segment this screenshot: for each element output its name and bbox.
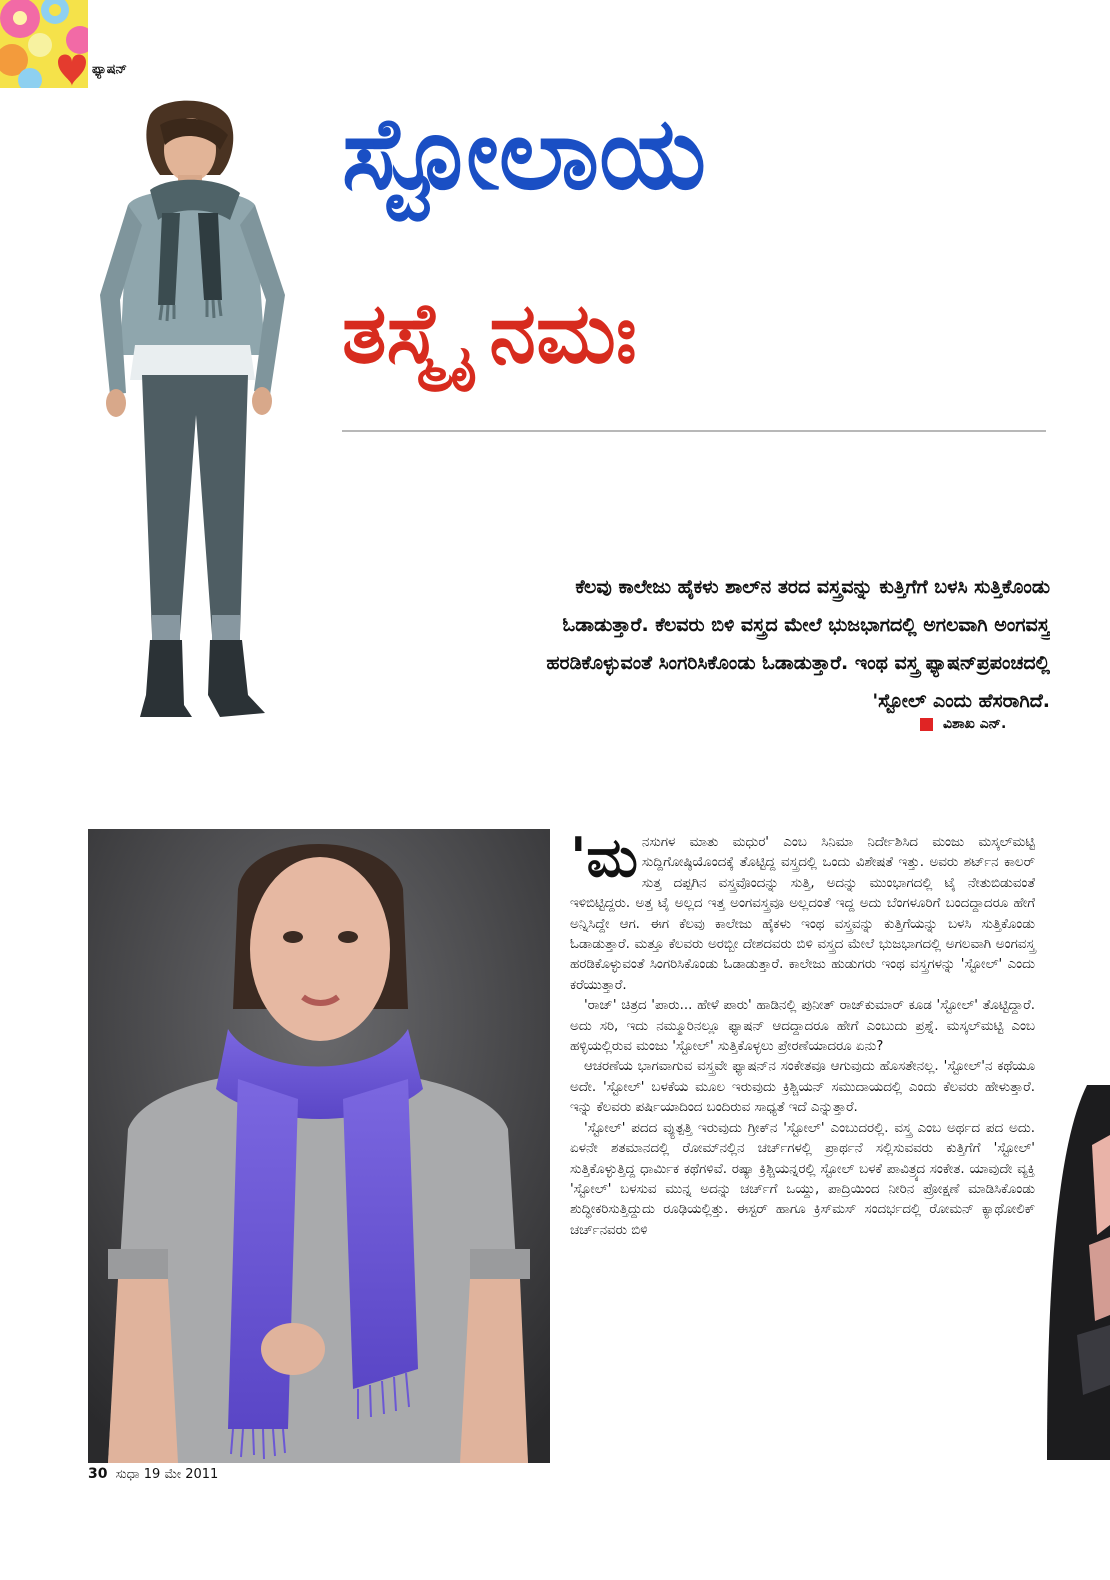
publication-info: ಸುಧಾ 19 ಮೇ 2011	[115, 1467, 219, 1482]
intro-line: ಕೆಲವು ಕಾಲೇಜು ಹೈಕಳು ಶಾಲ್‌ನ ತರದ ವಸ್ತ್ರವನ್ನು ಕುತ್ತಿಗೆಗೆ ಬಳಸಿ ಸುತ್ತಿಕೊಂಡು	[575, 576, 1050, 598]
male-model-image	[80, 95, 310, 735]
paragraph-text: ನಸುಗಳ ಮಾತು ಮಧುರ' ಎಂಬ ಸಿನಿಮಾ ನಿರ್ದೇಶಿಸಿದ ಮಂಜು ಮಸ್ಕಲ್‌ಮಟ್ಟಿ ಸುದ್ದಿಗೋಷ್ಠಿಯೊಂದಕ್ಕೆ ತೊಟ್ಟಿದ್ದ ವಸ್ತ್ರದಲ್ಲಿ ಒಂದು ವಿಶೇಷತೆ ಇತ್ತು. ಅವರು ಶರ್ಟ್‌ನ ಕಾಲರ್ ಸುತ್ತ ದಪ್ಪಗಿನ ವಸ್ತ್ರವೊಂದನ್ನು ಸುತ್ತಿ, ಅದನ್ನು ಮುಂಭಾಗದಲ್ಲಿ ಟೈ ನೇತುಬಿಡುವಂತೆ ಇಳಿಬಿಟ್ಟಿದ್ದರು. ಅತ್ತ ಟೈ ಅಲ್ಲದ ಇತ್ತ ಅಂಗವಸ್ತ್ರವೂ ಅಲ್ಲದಂತೆ ಇದ್ದ ಅದು ಬೆಂಗಳೂರಿಗೆ ಬಂದದ್ದಾದರೂ ಹೇಗೆ ಅನ್ನಿಸಿದ್ದೇ ಆಗ. ಈಗ ಕೆಲವು ಕಾಲೇಜು ಹೈಕಳು ಇಂಥ ವಸ್ತ್ರವನ್ನು ಕುತ್ತಿಗೆಯನ್ನು ಬಳಸಿ ಸುತ್ತಿಕೊಂಡು ಓಡಾಡುತ್ತಾರೆ. ಮತ್ತೂ ಕೆಲವರು ಅರಬ್ಬೀ ದೇಶದವರು ಬಿಳಿ ವಸ್ತ್ರದ ಮೇಲೆ ಭುಜಭಾಗದಲ್ಲಿ ಅಗಲವಾಗಿ ಅಂಗವಸ್ತ್ರ ಹರಡಿಕೊಳ್ಳುವಂತೆ ಸಿಂಗರಿಸಿಕೊಂಡು ಓಡಾಡುತ್ತಾರೆ. ಕಾಲೇಜು ಹುಡುಗರು ಇಂಥ ವಸ್ತ್ರಗಳನ್ನು 'ಸ್ಟೋಲ್' ಎಂದು ಕರೆಯುತ್ತಾರೆ.	[570, 835, 1035, 993]
cropped-edge-photo	[1047, 1085, 1110, 1460]
author-byline	[920, 716, 1006, 732]
page-footer	[88, 1466, 218, 1482]
section-label: ಫ್ಯಾಷನ್	[92, 62, 127, 77]
page-number: 30	[88, 1466, 108, 1482]
dropcap: 'ಮ	[570, 826, 638, 889]
article-body	[570, 826, 1035, 1241]
intro-line: ಓಡಾಡುತ್ತಾರೆ. ಕೆಲವರು ಬಿಳಿ ವಸ್ತ್ರದ ಮೇಲೆ ಭುಜಭಾಗದಲ್ಲಿ ಅಗಲವಾಗಿ ಅಂಗವಸ್ತ್ರ	[562, 614, 1050, 636]
article-paragraph: ಆಚರಣೆಯ ಭಾಗವಾಗುವ ವಸ್ತ್ರವೇ ಫ್ಯಾಷನ್‌ನ ಸಂಕೇತವೂ ಆಗುವುದು ಹೊಸತೇನಲ್ಲ. 'ಸ್ಟೋಲ್'ನ ಕಥೆಯೂ ಅದೇ. 'ಸ್ಟೋಲ್' ಬಳಕೆಯ ಮೂಲ ಇರುವುದು ಕ್ರಿಶ್ಚಿಯನ್ ಸಮುದಾಯದಲ್ಲಿ ಎಂದು ಕೆಲವರು ಹೇಳುತ್ತಾರೆ. ಇನ್ನು ಕೆಲವರು ಪರ್ಷಿಯಾದಿಂದ ಬಂದಿರುವ ಸಾಧ್ಯತೆ ಇದೆ ಎನ್ನುತ್ತಾರೆ.	[570, 1059, 1035, 1116]
intro-line: 'ಸ್ಟೋಲ್ ಎಂದು ಹೆಸರಾಗಿದೆ.	[872, 690, 1050, 712]
intro-paragraph	[345, 568, 1050, 720]
headline-sub: ತಸ್ಮೈ ನಮಃ	[342, 284, 637, 382]
title-divider	[342, 430, 1046, 432]
corner-decoration	[0, 0, 88, 88]
author-name: ವಿಶಾಖ ಎನ್.	[943, 716, 1007, 732]
headline-main: ಸ್ಟೋಲಾಯ	[342, 95, 707, 212]
intro-line: ಹರಡಿಕೊಳ್ಳುವಂತೆ ಸಿಂಗರಿಸಿಕೊಂಡು ಓಡಾಡುತ್ತಾರೆ. ಇಂಥ ವಸ್ತ್ರ ಫ್ಯಾಷನ್‌ಪ್ರಪಂಚದಲ್ಲಿ	[546, 652, 1050, 674]
red-square-icon	[920, 718, 933, 731]
article-paragraph: 'ಸ್ಟೋಲ್' ಪದದ ವ್ಯುತ್ಪತ್ತಿ ಇರುವುದು ಗ್ರೀಕ್‌ನ 'ಸ್ಟೋಲ್' ಎಂಬುದರಲ್ಲಿ. ವಸ್ತ್ರ ಎಂಬ ಅರ್ಥದ ಪದ ಅದು. ಏಳನೇ ಶತಮಾನದಲ್ಲಿ ರೋಮ್‌ನಲ್ಲಿನ ಚರ್ಚ್‌ಗಳಲ್ಲಿ ಪ್ರಾರ್ಥನೆ ಸಲ್ಲಿಸುವವರು ಕುತ್ತಿಗೆಗೆ 'ಸ್ಟೋಲ್' ಸುತ್ತಿಕೊಳ್ಳುತ್ತಿದ್ದ ಧಾರ್ಮಿಕ ಕಥೆಗಳಿವೆ. ರಷ್ಯಾ ಕ್ರಿಶ್ಚಿಯನ್ನರಲ್ಲಿ ಸ್ಟೋಲ್ ಬಳಕೆ ಪಾವಿತ್ರ್ಯದ ಸಂಕೇತ. ಯಾವುದೇ ವ್ಯಕ್ತಿ 'ಸ್ಟೋಲ್' ಬಳಸುವ ಮುನ್ನ ಅದನ್ನು ಚರ್ಚ್‌ಗೆ ಒಯ್ದು, ಪಾದ್ರಿಯಿಂದ ನೀರಿನ ಪ್ರೋಕ್ಷಣೆ ಮಾಡಿಸಿಕೊಂಡು ಶುದ್ಧೀಕರಿಸುತ್ತಿದ್ದುದು ರೂಢಿಯಲ್ಲಿತ್ತು. ಈಸ್ಟರ್ ಹಾಗೂ ಕ್ರಿಸ್‌ಮಸ್ ಸಂದರ್ಭದಲ್ಲಿ ರೋಮನ್ ಕ್ಯಾಥೋಲಿಕ್ ಚರ್ಚ್‌ನವರು ಬಿಳಿ	[570, 1120, 1035, 1238]
article-paragraph	[570, 826, 1035, 996]
floral-pattern-icon	[0, 0, 88, 88]
woman-scarf-photo	[88, 829, 550, 1463]
article-paragraph: 'ರಾಜ್' ಚಿತ್ರದ 'ಪಾರು... ಹೇಳೆ ಪಾರು' ಹಾಡಿನಲ್ಲಿ ಪುನೀತ್ ರಾಜ್‌ಕುಮಾರ್ ಕೂಡ 'ಸ್ಟೋಲ್' ತೊಟ್ಟಿದ್ದಾರೆ. ಅದು ಸರಿ, ಇದು ನಮ್ಮೂರಿನಲ್ಲೂ ಫ್ಯಾಷನ್ ಆದದ್ದಾದರೂ ಹೇಗೆ ಎಂಬುದು ಪ್ರಶ್ನೆ. ಮಸ್ಕಲ್‌ಮಟ್ಟಿ ಎಂಬ ಹಳ್ಳಿಯಲ್ಲಿರುವ ಮಂಜು 'ಸ್ಟೋಲ್' ಸುತ್ತಿಕೊಳ್ಳಲು ಪ್ರೇರಣೆಯಾದರೂ ಏನು?	[570, 998, 1035, 1055]
